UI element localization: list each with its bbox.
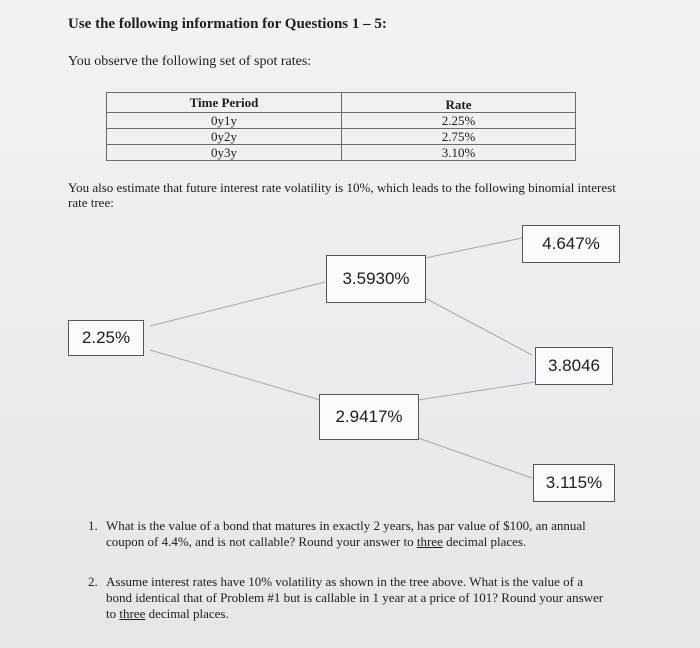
- rate-header: Rate: [342, 93, 576, 113]
- rate-cell: 3.10%: [342, 145, 576, 161]
- branch-root-down: [150, 350, 320, 400]
- time-period-header: Time Period: [107, 93, 342, 113]
- branch-root-up: [150, 282, 325, 326]
- period-cell: 0y2y: [107, 129, 342, 145]
- question-text: [106, 518, 611, 550]
- tree-node-year2-mid: 3.8046: [535, 347, 613, 385]
- branch-up-up: [425, 238, 522, 258]
- question-text-part: Assume interest rates have 10% volatility as shown in the tree above. What is the value of a bond identical that of Problem #1 but is callable in 1 year at a price of 101? Round your answer to: [106, 574, 604, 621]
- question-number: 2.: [88, 574, 98, 589]
- tree-node-year1-down: 2.9417%: [319, 394, 419, 440]
- branch-down-mid: [418, 382, 535, 400]
- tree-node-year2-up: 4.647%: [522, 225, 620, 263]
- instructions-heading: Use the following information for Questions 1 – 5:: [68, 16, 387, 32]
- question-number: 1.: [88, 518, 98, 533]
- period-cell: 0y1y: [107, 113, 342, 129]
- branch-down-down: [418, 438, 532, 478]
- rate-cell: 2.75%: [342, 129, 576, 145]
- question-text: [106, 574, 611, 622]
- question-text-part: What is the value of a bond that matures in exactly 2 years, has par value of $100, an annual coupon of 4.4%, and is not callable? Round your answer to: [106, 518, 586, 549]
- tree-node-year2-down: 3.115%: [533, 464, 615, 502]
- branch-up-mid: [425, 298, 532, 355]
- tree-node-root: 2.25%: [68, 320, 144, 356]
- rate-cell: 2.25%: [342, 113, 576, 129]
- question-text-part: decimal places.: [145, 606, 229, 621]
- underlined-word: three: [119, 606, 146, 621]
- tree-node-year1-up: 3.5930%: [326, 255, 426, 303]
- volatility-description: You also estimate that future interest rate volatility is 10%, which leads to the following binomial interest rate tree:: [68, 180, 616, 210]
- spot-rates-intro: You observe the following set of spot rates:: [68, 54, 312, 69]
- period-cell: 0y3y: [107, 145, 342, 161]
- question-text-part: decimal places.: [442, 534, 527, 549]
- underlined-word: three: [416, 534, 443, 549]
